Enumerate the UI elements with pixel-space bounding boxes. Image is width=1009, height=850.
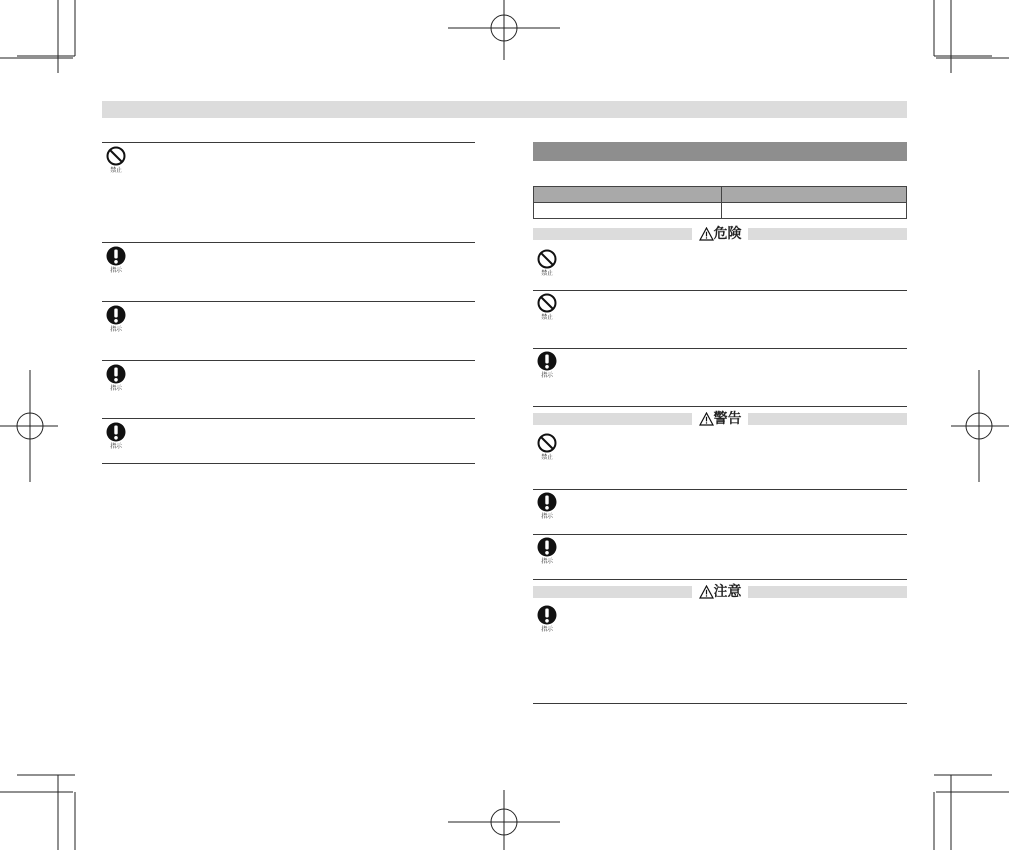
divider [533,406,907,407]
icon-label-instruct: 指示 [110,385,122,392]
instruction-icon [536,492,558,524]
section-header-caution [533,586,907,598]
instruction-icon [105,364,127,396]
section-title-danger: 危険 [713,226,742,242]
table-cell [534,203,722,219]
table-header-cell [534,187,722,203]
divider [102,463,475,464]
icon-label-prohibit: 禁止 [110,167,122,174]
prohibition-icon [536,249,558,281]
section-header-danger [533,228,907,240]
divider [533,489,907,490]
prohibition-icon [536,433,558,465]
table-header-cell [722,187,907,203]
divider [102,142,475,143]
prohibition-icon [105,146,127,178]
icon-label-instruct: 指示 [541,372,553,379]
icon-label-instruct: 指示 [110,326,122,333]
warning-triangle-icon [699,585,714,599]
divider [102,301,475,302]
icon-label-prohibit: 禁止 [541,314,553,321]
icon-label-instruct: 指示 [541,513,553,520]
divider [533,534,907,535]
table-row [534,203,907,219]
instruction-icon [105,305,127,337]
section-title-bar [533,142,907,161]
divider [102,418,475,419]
instruction-icon [105,246,127,278]
divider [102,242,475,243]
info-table [533,186,907,219]
icon-label-prohibit: 禁止 [541,454,553,461]
section-title-warning: 警告 [713,411,742,427]
divider [533,579,907,580]
divider [102,360,475,361]
divider [533,703,907,704]
divider [533,348,907,349]
warning-triangle-icon [699,412,714,426]
instruction-icon [536,537,558,569]
section-header-warning [533,413,907,425]
section-title-caution: 注意 [713,584,742,600]
prohibition-icon [536,293,558,325]
icon-label-instruct: 指示 [541,558,553,565]
icon-label-prohibit: 禁止 [541,270,553,277]
warning-triangle-icon [699,227,714,241]
instruction-icon [536,351,558,383]
icon-label-instruct: 指示 [110,443,122,450]
icon-label-instruct: 指示 [541,626,553,633]
page-header-bar [102,101,907,118]
table-cell [722,203,907,219]
divider [533,290,907,291]
instruction-icon [105,422,127,454]
instruction-icon [536,605,558,637]
icon-label-instruct: 指示 [110,267,122,274]
table-header-row [534,187,907,203]
